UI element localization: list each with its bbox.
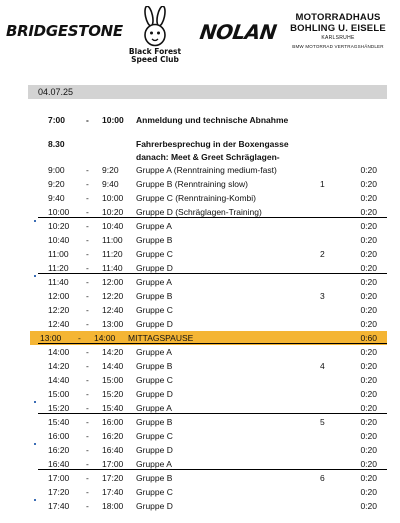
end-time: 17:40 — [102, 487, 124, 497]
schedule-row — [38, 113, 387, 127]
block-number: 5 — [320, 417, 325, 427]
start-time: 14:20 — [48, 361, 70, 371]
duration: 0:20 — [360, 235, 377, 245]
time-separator: - — [86, 347, 89, 357]
cell-comment-marker — [34, 401, 36, 403]
start-time: 10:00 — [48, 207, 70, 217]
start-time: 11:40 — [48, 277, 69, 287]
schedule-date: 04.07.25 — [38, 87, 74, 97]
group-separator — [38, 273, 387, 274]
block-number: 2 — [320, 249, 325, 259]
end-time: 11:00 — [102, 235, 123, 245]
end-time: 15:00 — [102, 375, 124, 385]
time-separator: - — [86, 473, 89, 483]
dealer-name-line1: MOTORRADHAUS — [295, 12, 381, 23]
time-separator: - — [86, 361, 89, 371]
activity: Gruppe C — [136, 249, 173, 259]
start-time: 12:40 — [48, 319, 70, 329]
schedule-row — [38, 429, 387, 443]
start-time: 16:20 — [48, 445, 70, 455]
group-separator — [38, 343, 387, 344]
duration: 0:20 — [360, 417, 377, 427]
bridgestone-logo: BRIDGESTONE — [6, 22, 123, 40]
end-time: 15:40 — [102, 403, 124, 413]
activity: Gruppe D — [136, 319, 173, 329]
activity: Gruppe A — [136, 221, 172, 231]
start-time: 17:00 — [48, 473, 70, 483]
time-separator: - — [86, 235, 89, 245]
time-separator: - — [86, 193, 89, 203]
end-time: 10:40 — [102, 221, 124, 231]
schedule-row — [38, 247, 387, 261]
start-time: 8.30 — [48, 139, 65, 149]
time-separator: - — [86, 165, 89, 175]
time-separator: - — [86, 277, 89, 287]
time-separator: - — [86, 375, 89, 385]
activity: Gruppe D — [136, 445, 173, 455]
nolan-logo: NOLAN — [198, 20, 278, 44]
end-time: 12:00 — [102, 277, 124, 287]
cell-comment-marker — [34, 499, 36, 501]
schedule-row — [38, 373, 387, 387]
schedule-row — [38, 289, 387, 303]
duration: 0:20 — [360, 431, 377, 441]
start-time: 17:40 — [48, 501, 70, 511]
schedule-row — [38, 499, 387, 513]
end-time: 13:00 — [102, 319, 124, 329]
block-number: 4 — [320, 361, 325, 371]
schedule-row — [38, 303, 387, 317]
end-time: 10:00 — [102, 193, 124, 203]
end-time: 16:20 — [102, 431, 124, 441]
time-separator: - — [86, 319, 89, 329]
schedule-row — [38, 317, 387, 331]
time-separator: - — [86, 263, 89, 273]
end-time: 17:00 — [102, 459, 124, 469]
schedule-row — [38, 485, 387, 499]
group-separator — [38, 469, 387, 470]
start-time: 15:20 — [48, 403, 70, 413]
end-time: 10:20 — [102, 207, 124, 217]
end-time: 12:40 — [102, 305, 124, 315]
activity: Gruppe C — [136, 305, 173, 315]
activity: Gruppe D — [136, 389, 173, 399]
start-time: 12:20 — [48, 305, 70, 315]
time-separator: - — [86, 179, 89, 189]
duration: 0:20 — [360, 501, 377, 511]
duration: 0:20 — [360, 403, 377, 413]
activity: Gruppe A — [136, 459, 172, 469]
activity: Gruppe B — [136, 473, 173, 483]
schedule-row — [38, 443, 387, 457]
start-time: 9:20 — [48, 179, 65, 189]
activity: Gruppe B — [136, 235, 173, 245]
end-time: 17:20 — [102, 473, 124, 483]
start-time: 11:20 — [48, 263, 69, 273]
activity: Gruppe B — [136, 417, 173, 427]
end-time: 10:00 — [102, 115, 124, 125]
block-number: 3 — [320, 291, 325, 301]
activity: Gruppe B (Renntraining slow) — [136, 179, 248, 189]
schedule-row — [38, 359, 387, 373]
start-time: 17:20 — [48, 487, 70, 497]
activity-line1: Fahrerbesprechug in der Boxengasse — [136, 139, 289, 149]
end-time: 9:20 — [102, 165, 119, 175]
start-time: 9:40 — [48, 193, 65, 203]
start-time: 10:40 — [48, 235, 70, 245]
end-time: 16:00 — [102, 417, 124, 427]
duration: 0:20 — [360, 319, 377, 329]
start-time: 9:00 — [48, 165, 65, 175]
duration: 0:20 — [360, 179, 377, 189]
time-separator: - — [86, 431, 89, 441]
duration: 0:20 — [360, 263, 377, 273]
duration: 0:20 — [360, 291, 377, 301]
activity-line2: danach: Meet & Greet Schräglagen- — [136, 152, 280, 162]
schedule-row — [38, 137, 387, 165]
end-time: 11:40 — [102, 263, 123, 273]
activity: Gruppe A — [136, 277, 172, 287]
time-separator: - — [86, 459, 89, 469]
time-separator: - — [86, 207, 89, 217]
time-separator: - — [86, 115, 89, 125]
start-time: 13:00 — [40, 333, 62, 343]
activity: Gruppe D — [136, 263, 173, 273]
start-time: 16:40 — [48, 459, 70, 469]
time-separator: - — [86, 445, 89, 455]
schedule-row — [38, 345, 387, 359]
start-time: 7:00 — [48, 115, 66, 125]
start-time: 14:40 — [48, 375, 70, 385]
start-time: 16:00 — [48, 431, 70, 441]
start-time: 10:20 — [48, 221, 70, 231]
duration: 0:20 — [360, 459, 377, 469]
activity: Gruppe A (Renntraining medium-fast) — [136, 165, 277, 175]
activity: Gruppe A — [136, 403, 172, 413]
duration: 0:20 — [360, 389, 377, 399]
activity: Gruppe D (Schräglagen-Training) — [136, 207, 262, 217]
block-number: 6 — [320, 473, 325, 483]
time-separator: - — [78, 333, 81, 343]
duration: 0:20 — [360, 207, 377, 217]
end-time: 16:40 — [102, 445, 124, 455]
activity: Gruppe C — [136, 375, 173, 385]
end-time: 14:20 — [102, 347, 124, 357]
start-time: 15:40 — [48, 417, 70, 427]
duration: 0:20 — [360, 165, 377, 175]
start-time: 15:00 — [48, 389, 70, 399]
duration: 0:20 — [360, 375, 377, 385]
start-time: 11:00 — [48, 249, 69, 259]
duration: 0:20 — [360, 221, 377, 231]
duration: 0:60 — [360, 333, 377, 343]
cell-comment-marker — [34, 220, 36, 222]
activity: Anmeldung und technische Abnahme — [136, 115, 289, 125]
duration: 0:20 — [360, 193, 377, 203]
cell-comment-marker — [34, 275, 36, 277]
schedule-row — [38, 177, 387, 191]
schedule-row — [38, 275, 387, 289]
dealer-subtitle: BMW MOTORRAD VERTRAGSHÄNDLER — [292, 44, 384, 49]
start-time: 14:00 — [48, 347, 70, 357]
end-time: 12:20 — [102, 291, 124, 301]
activity — [136, 138, 289, 164]
schedule-row — [38, 219, 387, 233]
time-separator: - — [86, 389, 89, 399]
activity: Gruppe C — [136, 487, 173, 497]
duration: 0:20 — [360, 249, 377, 259]
club-name-line1: Black Forest — [128, 47, 182, 56]
duration: 0:20 — [360, 487, 377, 497]
cell-comment-marker — [34, 443, 36, 445]
end-time: 11:20 — [102, 249, 123, 259]
club-name-line2: Speed Club — [131, 55, 179, 64]
duration: 0:20 — [360, 277, 377, 287]
block-number: 1 — [320, 179, 325, 189]
activity: MITTAGSPAUSE — [128, 333, 194, 343]
end-time: 9:40 — [102, 179, 119, 189]
duration: 0:20 — [360, 361, 377, 371]
time-separator: - — [86, 417, 89, 427]
group-separator — [38, 217, 387, 218]
time-separator: - — [86, 249, 89, 259]
end-time: 15:20 — [102, 389, 124, 399]
time-separator: - — [86, 403, 89, 413]
time-separator: - — [86, 291, 89, 301]
activity: Gruppe B — [136, 361, 173, 371]
duration: 0:20 — [360, 347, 377, 357]
dealer-name-line2: BOHLING U. EISELE — [290, 23, 386, 34]
activity: Gruppe D — [136, 501, 173, 511]
activity: Gruppe C — [136, 431, 173, 441]
duration: 0:20 — [360, 445, 377, 455]
group-separator — [38, 413, 387, 414]
schedule-row — [38, 233, 387, 247]
dealer-city: KARLSRUHE — [321, 35, 355, 41]
duration: 0:20 — [360, 473, 377, 483]
start-time: 12:00 — [48, 291, 70, 301]
activity: Gruppe B — [136, 291, 173, 301]
end-time: 14:00 — [94, 333, 116, 343]
activity: Gruppe C (Renntraining-Kombi) — [136, 193, 256, 203]
end-time: 14:40 — [102, 361, 124, 371]
end-time: 18:00 — [102, 501, 124, 511]
activity: Gruppe A — [136, 347, 172, 357]
schedule-row — [38, 387, 387, 401]
time-separator: - — [86, 501, 89, 511]
schedule-row — [38, 415, 387, 429]
schedule-row — [38, 191, 387, 205]
time-separator: - — [86, 487, 89, 497]
time-separator: - — [86, 305, 89, 315]
time-separator: - — [86, 221, 89, 231]
schedule-row — [38, 163, 387, 177]
schedule-row — [38, 471, 387, 485]
duration: 0:20 — [360, 305, 377, 315]
